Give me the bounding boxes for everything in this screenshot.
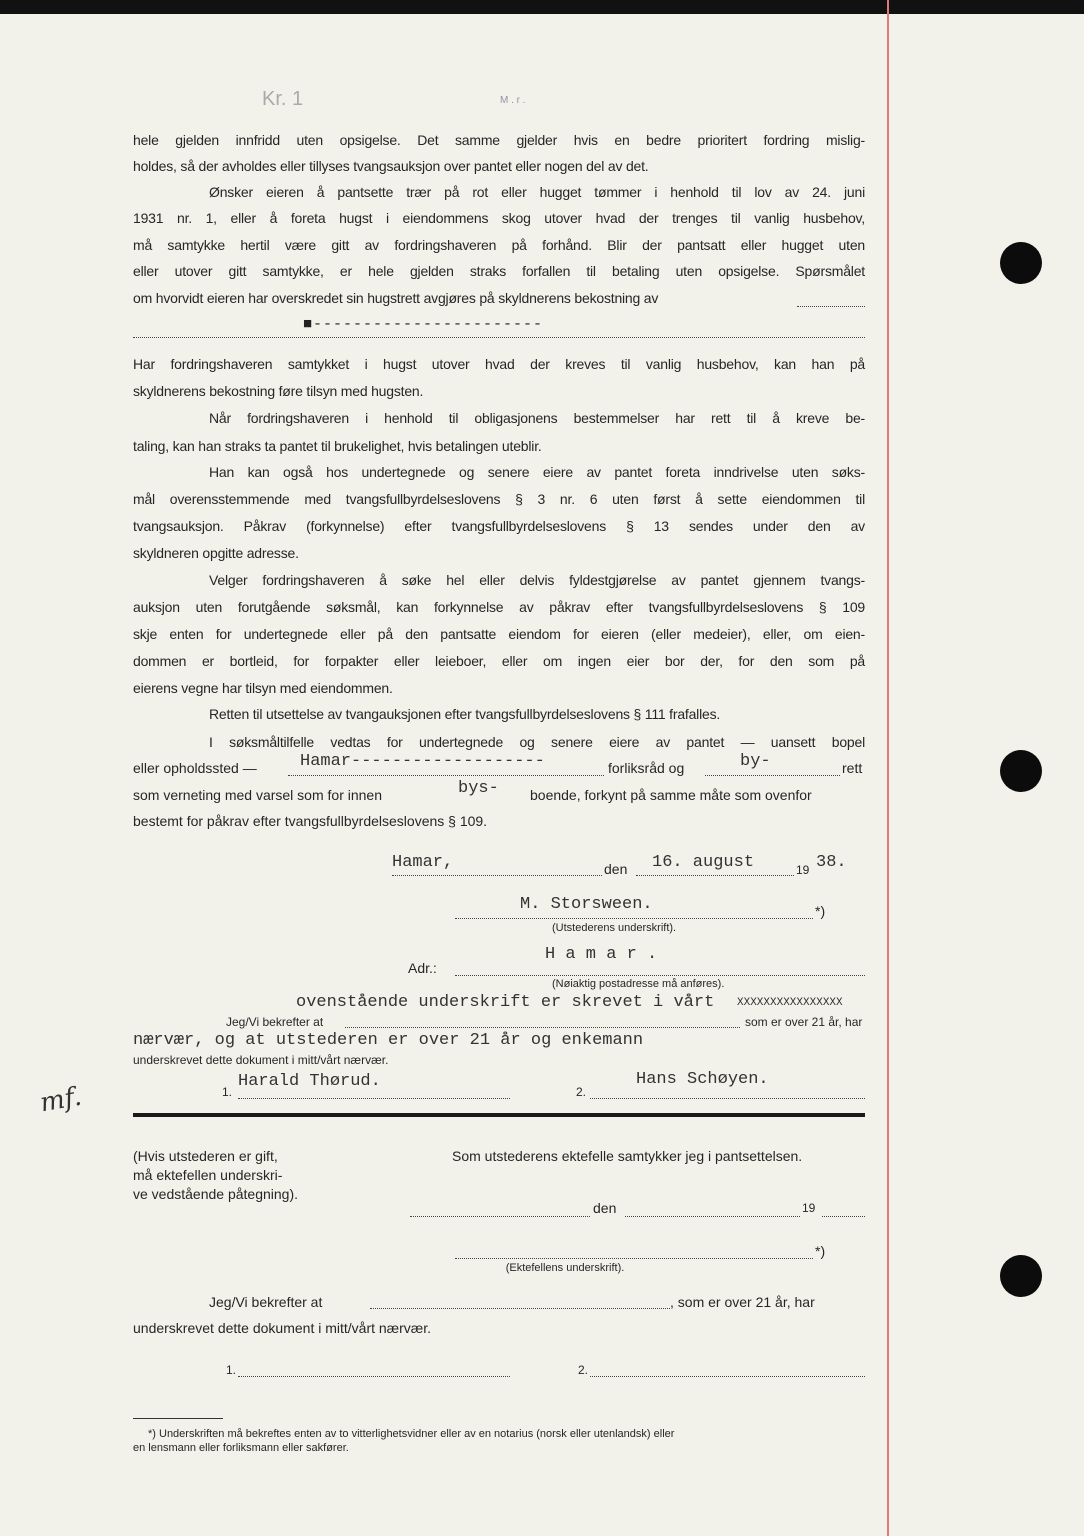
body-line: eierens vegne har tilsyn med eiendommen. <box>133 680 393 696</box>
fill-line <box>797 306 865 307</box>
body-line: Når fordringshaveren i henhold til obligasjonens bestemmelser har rett til å kreve be- <box>209 410 865 426</box>
spouse-note-line: må ektefellen underskri- <box>133 1167 283 1183</box>
spouse-caption: (Ektefellens underskrift). <box>505 1262 625 1274</box>
second-witness-line2: underskrevet dette dokument i mitt/vårt nærvær. <box>133 1320 432 1336</box>
fill-line <box>345 1027 740 1028</box>
second-witness-post: , som er over 21 år, har <box>670 1294 815 1310</box>
typed-witness-1: ovenstående underskrift er skrevet i vårt <box>296 993 715 1012</box>
body-line: Han kan også hos undertegnede og senere eiere av pantet foreta inndrivelse uten søks- <box>209 464 865 480</box>
body-line: auksjon uten forutgående søksmål, kan forkynnelse av påkrav efter tvangsfullbyrdelseslovens § 109 <box>133 599 865 615</box>
witness-num-1: 1. <box>222 1085 233 1099</box>
fill-line <box>636 875 794 876</box>
typed-address: H a m a r . <box>545 945 658 964</box>
witness-line <box>590 1098 865 1099</box>
body-line: skyldneren opgitte adresse. <box>133 545 299 561</box>
spouse-asterisk: *) <box>815 1243 826 1259</box>
margin-initials: mf. <box>37 1081 84 1119</box>
spouse-den: den <box>593 1200 617 1216</box>
fill-line <box>370 1308 670 1309</box>
scan-top-edge <box>0 0 1084 14</box>
second-witness-num-1: 1. <box>226 1363 237 1377</box>
fill-line <box>133 337 865 338</box>
typed-place: Hamar, <box>392 853 454 872</box>
footnote-line: en lensmann eller forliksmann eller sakfører. <box>133 1442 349 1454</box>
typed-year: 38. <box>816 853 847 872</box>
venue-pre: eller opholdssted — <box>133 760 257 776</box>
fill-line <box>392 875 602 876</box>
fill-line <box>288 775 604 776</box>
fill-line <box>625 1216 800 1217</box>
spouse-note-line: (Hvis utstederen er gift, <box>133 1148 278 1164</box>
typed-court: by- <box>740 752 771 771</box>
section-divider <box>133 1113 865 1117</box>
footnote-rule <box>133 1418 223 1419</box>
typed-strikeout: XXXXXXXXXXXXXXXX <box>737 997 843 1009</box>
venue-post: rett <box>842 760 863 776</box>
fill-line <box>705 775 840 776</box>
venue-line3: bestemt for påkrav efter tvangsfullbyrdelseslovens § 109. <box>133 813 488 829</box>
body-line: Ønsker eieren å pantsette trær på rot eller hugget tømmer i henhold til lov av 24. juni <box>209 184 865 200</box>
body-line: tvangsauksjon. Påkrav (forkynnelse) efter tvangsfullbyrdelseslovens § 13 sendes under den av <box>133 518 865 534</box>
punch-hole <box>1000 750 1042 792</box>
margin-red-line <box>887 0 889 1536</box>
body-line: Har fordringshaveren samtykket i hugst utover hvad der kreves til vanlig husbehov, kan han på <box>133 356 865 372</box>
footnote-line: *) Underskriften må bekreftes enten av to vitterlighetsvidner eller av en notarius (norsk eller utenlandsk) eller <box>148 1428 675 1440</box>
body-line: dommen er bortleid, for forpakter eller leieboer, eller om ingen eier bor der, for den som på <box>133 653 865 669</box>
fill-line <box>822 1216 865 1217</box>
spouse-consent: Som utstederens ektefelle samtykker jeg i pantsettelsen. <box>452 1148 803 1164</box>
spouse-signature-line <box>455 1258 813 1259</box>
body-line: eller utover gitt samtykke, er hele gjelden straks forfallen til betaling uten opsigelse. Spørsmålet <box>133 263 865 279</box>
punch-hole <box>1000 1255 1042 1297</box>
signature-caption: (Utstederens underskrift). <box>552 922 677 934</box>
body-line: skyldnerens bekostning føre tilsyn med hugsten. <box>133 383 424 399</box>
venue-line2-pre: som verneting med varsel som for innen <box>133 787 382 803</box>
witness-printed-2: som er over 21 år, har <box>745 1015 863 1029</box>
typed-dashes: ■----------------------- <box>303 316 544 333</box>
body-line: må samtykke hertil være gitt av fordringshaveren på forhånd. Blir der pantsatt eller hugget uten <box>133 237 865 253</box>
typed-witness-name-2: Hans Schøyen. <box>636 1070 769 1089</box>
body-line: skje enten for undertegnede eller på den pantsatte eiendom for eieren (eller medeier), eller, om eien- <box>133 626 865 642</box>
spouse-note-line: ve vedstående påtegning). <box>133 1186 299 1202</box>
typed-witness-2: nærvær, og at utstederen er over 21 år og enkemann <box>133 1031 644 1050</box>
body-line: holdes, så der avholdes eller tillyses tvangsauksjon over pantet eller nogen del av det. <box>133 158 649 174</box>
body-line: I søksmåltilfelle vedtas for undertegnede og senere eiere av pantet — uansett bopel <box>209 734 865 750</box>
witness-printed-1: Jeg/Vi bekrefter at <box>226 1015 324 1029</box>
fill-line <box>410 1216 590 1217</box>
second-witness-num-2: 2. <box>578 1363 589 1377</box>
venue-line2-post: boende, forkynt på samme måte som ovenfor <box>530 787 812 803</box>
signature-line <box>455 918 813 919</box>
asterisk-note: *) <box>815 903 826 919</box>
typed-date: 16. august <box>652 853 755 872</box>
body-line: taling, kan han straks ta pantet til brukelighet, hvis betalingen uteblir. <box>133 438 542 454</box>
witness-line <box>590 1376 865 1377</box>
witness-num-2: 2. <box>576 1085 587 1099</box>
typed-signature: M. Storsween. <box>520 895 653 914</box>
body-line: 1931 nr. 1, eller å foreta hugst i eiendommens skog utover hvad der trenges til vanlig husbehov, <box>133 210 865 226</box>
body-line: Retten til utsettelse av tvangauksjonen efter tvangsfullbyrdelseslovens § 111 frafalles. <box>209 706 721 722</box>
typed-bys: bys- <box>458 779 499 798</box>
venue-mid: forliksråd og <box>608 760 685 776</box>
typed-venue-place: Hamar------------------- <box>300 752 545 771</box>
body-line: hele gjelden innfridd uten opsigelse. Det samme gjelder hvis en bedre prioritert fordring mislig- <box>133 132 865 148</box>
spouse-year-prefix: 19 <box>802 1201 816 1215</box>
year-prefix: 19 <box>796 863 810 877</box>
body-line: Velger fordringshaveren å søke hel eller delvis fyldestgjørelse av pantet gjennem tvangs- <box>209 572 865 588</box>
punch-hole <box>1000 242 1042 284</box>
witness-line <box>238 1098 510 1099</box>
address-line <box>455 975 865 976</box>
address-caption: (Nøiaktig postadresse må anføres). <box>552 978 725 990</box>
witness-printed-3: underskrevet dette dokument i mitt/vårt nærvær. <box>133 1053 389 1067</box>
body-line: mål overensstemmende med tvangsfullbyrdelseslovens § 3 nr. 6 uten først å sette eiendommen til <box>133 491 865 507</box>
faint-note: M . r . <box>500 95 526 106</box>
stamp-mark: Kr. 1 <box>262 88 304 110</box>
second-witness-pre: Jeg/Vi bekrefter at <box>209 1294 323 1310</box>
adr-label: Adr.: <box>408 960 437 976</box>
witness-line <box>238 1376 510 1377</box>
typed-witness-name-1: Harald Thørud. <box>238 1072 381 1091</box>
body-line: om hvorvidt eieren har overskredet sin hugstrett avgjøres på skyldnerens bekostning av <box>133 290 659 306</box>
den-label: den <box>604 861 628 877</box>
